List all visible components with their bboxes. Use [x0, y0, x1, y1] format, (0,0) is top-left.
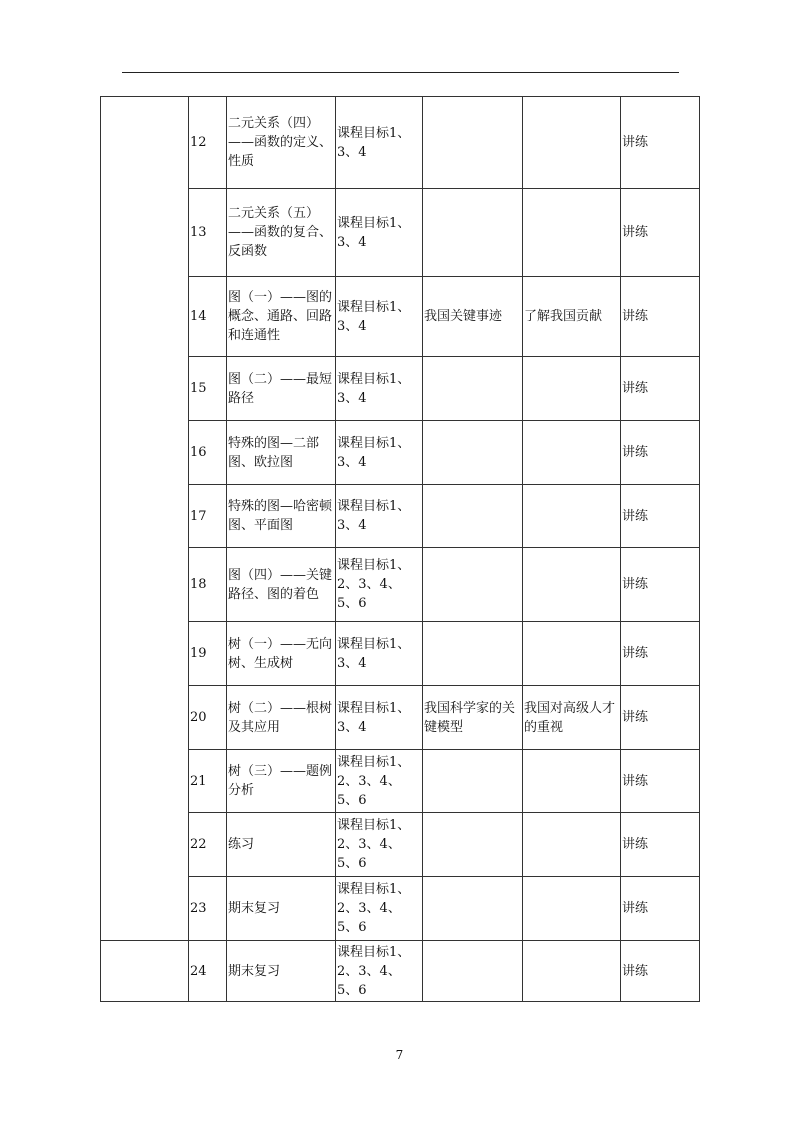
ideology-aim	[523, 357, 621, 421]
lesson-topic: 期末复习	[227, 941, 336, 1002]
ideology-case	[423, 189, 523, 277]
ideology-case: 我国科学家的关键模型	[423, 686, 523, 750]
course-goal: 课程目标1、3、4	[336, 189, 423, 277]
table-row	[101, 750, 700, 813]
teaching-method: 讲练	[621, 277, 700, 357]
course-goal: 课程目标1、2、3、4、5、6	[336, 941, 423, 1002]
teaching-method: 讲练	[621, 421, 700, 485]
lesson-topic: 二元关系（五）——函数的复合、反函数	[227, 189, 336, 277]
ideology-aim	[523, 421, 621, 485]
ideology-case	[423, 485, 523, 548]
ideology-case	[423, 941, 523, 1002]
ideology-aim	[523, 485, 621, 548]
ideology-case	[423, 548, 523, 622]
lesson-number: 24	[189, 941, 227, 1002]
teaching-method: 讲练	[621, 750, 700, 813]
lesson-topic: 树（二）——根树及其应用	[227, 686, 336, 750]
lesson-number: 14	[189, 277, 227, 357]
table-row	[101, 189, 700, 277]
page-number: 7	[395, 1048, 404, 1062]
lesson-number: 21	[189, 750, 227, 813]
lesson-topic: 图（四）——关键路径、图的着色	[227, 548, 336, 622]
lesson-number: 17	[189, 485, 227, 548]
teaching-method: 讲练	[621, 813, 700, 877]
lesson-number: 22	[189, 813, 227, 877]
table-row	[101, 548, 700, 622]
course-schedule-table	[100, 96, 700, 1002]
lesson-number: 13	[189, 189, 227, 277]
lesson-topic: 树（三）——题例分析	[227, 750, 336, 813]
ideology-aim	[523, 877, 621, 941]
table-row	[101, 941, 700, 1002]
ideology-case	[423, 813, 523, 877]
teaching-method: 讲练	[621, 357, 700, 421]
ideology-case	[423, 750, 523, 813]
ideology-aim	[523, 548, 621, 622]
table-row	[101, 357, 700, 421]
ideology-aim	[523, 941, 621, 1002]
lesson-number: 15	[189, 357, 227, 421]
teaching-method: 讲练	[621, 548, 700, 622]
table-row	[101, 813, 700, 877]
lesson-number: 18	[189, 548, 227, 622]
lesson-topic: 图（二）——最短路径	[227, 357, 336, 421]
lesson-topic: 练习	[227, 813, 336, 877]
week-cell	[101, 97, 189, 941]
table-row	[101, 421, 700, 485]
ideology-aim	[523, 189, 621, 277]
table-row	[101, 277, 700, 357]
teaching-method: 讲练	[621, 189, 700, 277]
ideology-aim	[523, 750, 621, 813]
lesson-topic: 树（一）——无向树、生成树	[227, 622, 336, 686]
lesson-topic: 特殊的图—二部图、欧拉图	[227, 421, 336, 485]
ideology-case	[423, 97, 523, 189]
course-goal: 课程目标1、3、4	[336, 421, 423, 485]
week-cell	[101, 941, 189, 1002]
lesson-number: 12	[189, 97, 227, 189]
lesson-number: 19	[189, 622, 227, 686]
teaching-method: 讲练	[621, 485, 700, 548]
course-goal: 课程目标1、3、4	[336, 622, 423, 686]
ideology-aim: 了解我国贡献	[523, 277, 621, 357]
table-row	[101, 877, 700, 941]
course-goal: 课程目标1、2、3、4、5、6	[336, 877, 423, 941]
ideology-aim: 我国对高级人才的重视	[523, 686, 621, 750]
lesson-number: 16	[189, 421, 227, 485]
course-goal: 课程目标1、3、4	[336, 97, 423, 189]
ideology-aim	[523, 813, 621, 877]
lesson-topic: 图（一）——图的概念、通路、回路和连通性	[227, 277, 336, 357]
ideology-aim	[523, 622, 621, 686]
course-goal: 课程目标1、2、3、4、5、6	[336, 548, 423, 622]
lesson-topic: 期末复习	[227, 877, 336, 941]
course-goal: 课程目标1、3、4	[336, 485, 423, 548]
lesson-topic: 特殊的图—哈密顿图、平面图	[227, 485, 336, 548]
teaching-method: 讲练	[621, 97, 700, 189]
table-row	[101, 485, 700, 548]
table-row	[101, 97, 700, 189]
lesson-number: 23	[189, 877, 227, 941]
lesson-topic: 二元关系（四）——函数的定义、性质	[227, 97, 336, 189]
teaching-method: 讲练	[621, 622, 700, 686]
ideology-aim	[523, 97, 621, 189]
ideology-case	[423, 877, 523, 941]
course-goal: 课程目标1、3、4	[336, 357, 423, 421]
table-row	[101, 622, 700, 686]
teaching-method: 讲练	[621, 941, 700, 1002]
course-goal: 课程目标1、3、4	[336, 686, 423, 750]
header-rule	[122, 72, 679, 73]
course-goal: 课程目标1、2、3、4、5、6	[336, 813, 423, 877]
teaching-method: 讲练	[621, 877, 700, 941]
ideology-case: 我国关键事迹	[423, 277, 523, 357]
ideology-case	[423, 622, 523, 686]
ideology-case	[423, 421, 523, 485]
table-row	[101, 686, 700, 750]
ideology-case	[423, 357, 523, 421]
teaching-method: 讲练	[621, 686, 700, 750]
lesson-number: 20	[189, 686, 227, 750]
course-goal: 课程目标1、3、4	[336, 277, 423, 357]
course-goal: 课程目标1、2、3、4、5、6	[336, 750, 423, 813]
